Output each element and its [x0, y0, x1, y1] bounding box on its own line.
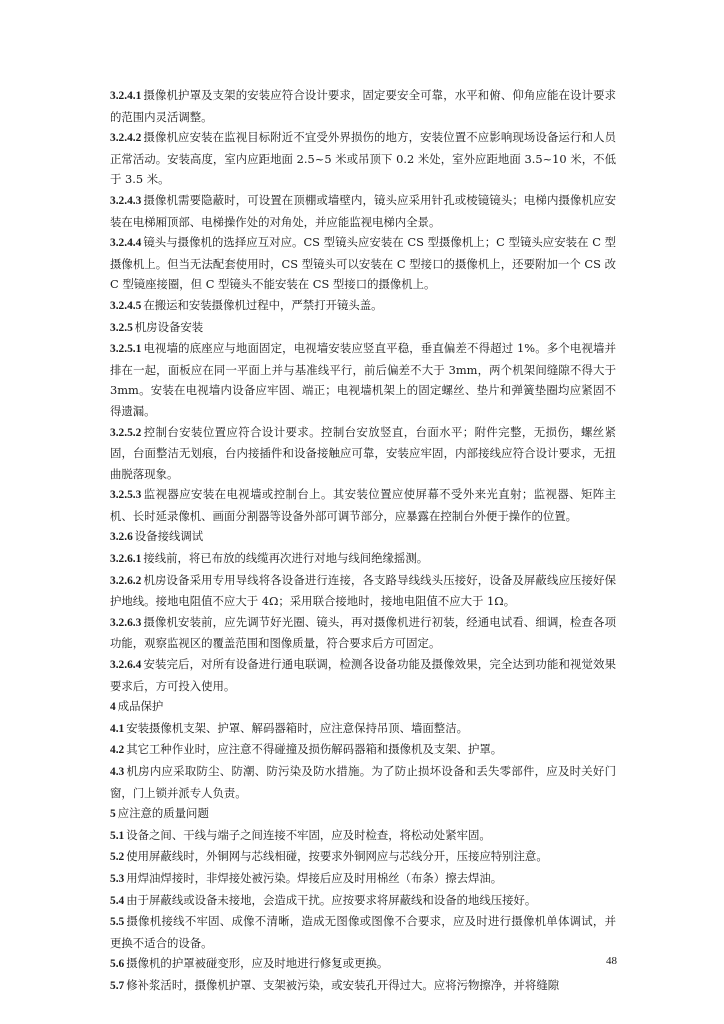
section-number: 5.5: [110, 916, 125, 929]
paragraph-text: 用焊油焊接时，非焊接处被污染。焊接后应及时用棉丝（布条）擦去焊油。: [126, 870, 503, 885]
paragraph: [110, 338, 616, 421]
section-number: 5.6: [110, 958, 125, 971]
paragraph: [110, 803, 616, 825]
paragraph: [110, 953, 616, 975]
paragraph-text: 摄像机需要隐蔽时，可设置在顶棚或墙壁内，镜头应采用针孔或棱镜镜头；电梯内摄像机应安装在电梯厢顶部、电梯操作处的对角处，并应能监视电梯内全景。: [110, 192, 616, 229]
section-number: 5.4: [110, 894, 125, 907]
paragraph: [110, 232, 616, 295]
section-number: 3.2.5.1: [110, 343, 142, 356]
section-number: 3.2.4.3: [110, 194, 142, 207]
page-number: 48: [606, 955, 617, 967]
section-number: 3.2.4.2: [110, 132, 142, 145]
paragraph-text: 使用屏蔽线时，外铜网与芯线相碰，按要求外铜网应与芯线分开，压接应特别注意。: [126, 849, 548, 864]
paragraph-text: 控制台安装位置应符合设计要求。控制台安放竖直，台面水平；附件完整，无损伤，螺丝紧固，台面整洁无划痕，台内接插件和设备接触应可靠，安装应牢固，内部接线应符合设计要求，无扭曲脱落现象。: [110, 424, 616, 481]
paragraph: [110, 422, 616, 485]
paragraph: [110, 526, 616, 548]
section-number: 3.2.4.1: [110, 90, 142, 102]
section-number: 3.2.6.4: [110, 659, 142, 672]
paragraph: [110, 612, 616, 654]
paragraph-text: 机房设备采用专用导线将各设备进行连接，各支路导线线头压接好，设备及屏蔽线应压接好保护地线。接地电阻值不应大于 4Ω；采用联合接地时，接地电阻值不应大于 1Ω。: [110, 572, 616, 609]
paragraph: [110, 548, 616, 570]
paragraph-text: 摄像机护罩及支架的安装应符合设计要求，固定要安全可靠，水平和俯、仰角应能在设计要求的范围内灵活调整。: [110, 88, 616, 124]
section-number: 5.3: [110, 872, 125, 885]
section-number: 3.2.6.1: [110, 553, 142, 566]
paragraph-text: 在搬运和安装摄像机过程中，严禁打开镜头盖。: [143, 297, 383, 312]
paragraph-text: 机房内应采取防尘、防潮、防污染及防水措施。为了防止损坏设备和丢失零部件，应及时关好门窗，门上锁并派专人负责。: [110, 764, 616, 800]
paragraph-text: 设备接线调试: [134, 529, 204, 544]
paragraph-text: 由于屏蔽线或设备未接地，会造成干扰。应按要求将屏蔽线和设备的地线压接好。: [126, 892, 537, 907]
paragraph: [110, 739, 616, 761]
paragraph-text: 摄像机的护罩被碰变形，应及时地进行修复或更换。: [126, 956, 389, 971]
section-number: 3.2.4.5: [110, 299, 142, 312]
paragraph-text: 设备之间、干线与端子之间连接不牢固，应及时检查，将松动处紧牢固。: [126, 827, 491, 842]
paragraph-text: 机房设备安装: [134, 319, 204, 334]
paragraph: [110, 975, 616, 997]
paragraph-text: 摄像机应安装在监视目标附近不宜受外界损伤的地方，安装位置不应影响现场设备运行和人员正常活动。安装高度，室内应距地面 2.5~5 米或吊顶下 0.2 米处，室外应距地面 3.5~10 米，不低于 3.5 米。: [110, 130, 616, 187]
section-number: 4.3: [110, 766, 125, 778]
section-number: 5.7: [110, 979, 125, 992]
paragraph: [110, 696, 616, 718]
paragraph-text: 电视墙的底座应与地面固定，电视墙安装应竖直平稳，垂直偏差不得超过 1%。多个电视墙并排在一起，面板应在同一平面上并与基准线平行，前后偏差不大于 3mm，两个机架间缝隙不得大于 3mm。安装在电视墙内设备应牢固、端正；电视墙机架上的固定螺丝、垫片和弹簧垫圈均应紧固不得遗漏。: [110, 341, 616, 418]
paragraph: [110, 295, 616, 317]
section-number: 3.2.5.2: [110, 426, 142, 439]
section-number: 3.2.5: [110, 321, 133, 334]
document-body: [110, 85, 616, 997]
paragraph: [110, 890, 616, 912]
section-number: 3.2.6: [110, 531, 133, 544]
section-number: 5: [110, 808, 116, 821]
paragraph-text: 安装完后，对所有设备进行通电联调，检测各设备功能及摄像效果，完全达到功能和视觉效果要求后，方可投入使用。: [110, 657, 616, 693]
paragraph: [110, 761, 616, 803]
paragraph-text: 接线前，将已布放的线缆再次进行对地与线间绝缘摇测。: [143, 551, 429, 566]
paragraph: [110, 718, 616, 740]
paragraph: [110, 654, 616, 696]
paragraph-text: 监视器应安装在电视墙或控制台上。其安装位置应使屏幕不受外来光直射；监视器、矩阵主机、长时延录像机、画面分割器等设备外部可调节部分，应暴露在控制台外便于操作的位置。: [110, 487, 616, 523]
paragraph: [110, 868, 616, 890]
section-number: 3.2.5.3: [110, 489, 142, 502]
section-number: 4.2: [110, 744, 125, 757]
section-number: 3.2.6.2: [110, 574, 142, 587]
paragraph: [110, 570, 616, 612]
paragraph: [110, 85, 616, 127]
paragraph: [110, 825, 616, 847]
section-number: 5.1: [110, 829, 125, 842]
paragraph: [110, 127, 616, 190]
section-number: 4: [110, 701, 116, 714]
section-number: 5.2: [110, 851, 125, 864]
paragraph: [110, 846, 616, 868]
paragraph-text: 成品保护: [117, 699, 164, 714]
paragraph-text: 应注意的质量问题: [117, 806, 209, 821]
paragraph-text: 摄像机接线不牢固、成像不清晰，造成无图像或图像不合要求，应及时进行摄像机单体调试，并更换不适合的设备。: [110, 914, 616, 950]
paragraph: [110, 190, 616, 232]
paragraph: [110, 484, 616, 526]
section-number: 3.2.4.4: [110, 237, 142, 250]
section-number: 4.1: [110, 722, 125, 735]
paragraph-text: 镜头与摄像机的选择应互对应。CS 型镜头应安装在 CS 型摄像机上；C 型镜头应安装在 C 型摄像机上。但当无法配套使用时，CS 型镜头可以安装在 C 型接口的摄像机上，还要附加一个 CS 改 C 型镜座接圈，但 C 型镜头不能安装在 CS 型接口的摄像机上。: [110, 235, 616, 292]
paragraph-text: 修补浆活时，摄像机护罩、支架被污染，或安装孔开得过大。应将污物擦净，并将缝隙: [126, 977, 560, 992]
paragraph-text: 其它工种作业时，应注意不得碰撞及损伤解码器箱和摄像机及支架、护罩。: [126, 742, 503, 757]
section-number: 3.2.6.3: [110, 616, 142, 629]
paragraph: [110, 317, 616, 339]
paragraph-text: 安装摄像机支架、护罩、解码器箱时，应注意保持吊顶、墙面整洁。: [126, 720, 468, 735]
paragraph-text: 摄像机安装前，应先调节好光圈、镜头，再对摄像机进行初装，经通电试看、细调，检查各项功能，观察监视区的覆盖范围和图像质量，符合要求后方可固定。: [110, 614, 616, 651]
paragraph: [110, 911, 616, 953]
